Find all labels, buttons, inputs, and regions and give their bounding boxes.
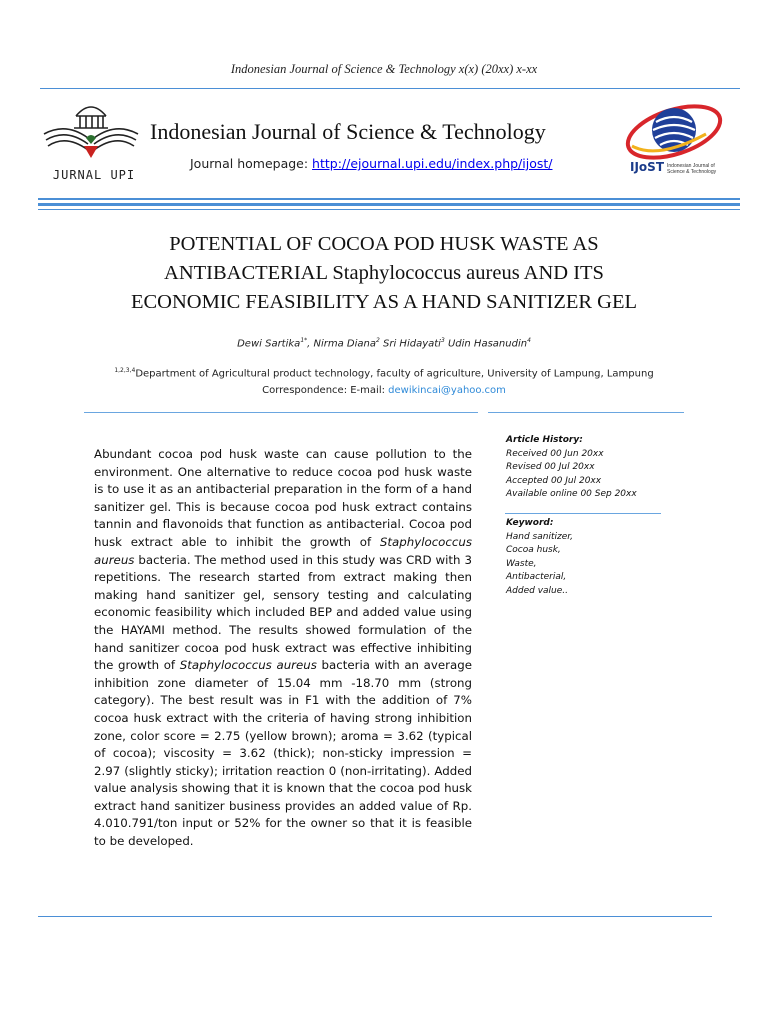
homepage-label: Journal homepage:	[190, 156, 313, 171]
abstract-species-name: Staphylococcus aureus	[94, 534, 472, 567]
keyword-item: Waste,	[506, 558, 537, 569]
author-affiliation-mark: 3	[440, 337, 445, 344]
correspondence-label: Correspondence: E-mail:	[262, 385, 389, 396]
keyword-item: Antibacterial,	[506, 572, 567, 583]
keyword-item: Added value..	[506, 585, 568, 596]
keyword-list	[506, 517, 686, 599]
article-history	[506, 434, 686, 502]
ijost-wordmark: IJoST	[630, 160, 665, 174]
author-affiliation-mark: 2	[376, 337, 380, 344]
history-received: Received 00 Jun 20xx	[506, 448, 604, 459]
paper-title-line-3: ECONOMIC FEASIBILITY AS A HAND SANITIZER GEL	[130, 291, 638, 313]
abstract-text	[94, 446, 472, 851]
correspondence-email-link[interactable]: dewikincai@yahoo.com	[388, 385, 506, 396]
journal-title: Indonesian Journal of Science & Technology	[150, 119, 546, 144]
journal-homepage	[190, 156, 620, 171]
author-list: Dewi Sartika$^{1*}$, Nirma Diana$^2$ Sri Hidayati$^3$ Udin Hasanudin$^4$	[237, 337, 531, 350]
paper-title-line-2: ANTIBACTERIAL Staphylococcus aureus AND ITS	[164, 262, 604, 284]
abstract-species-name: Staphylococcus aureus	[179, 658, 317, 673]
abstract-segment: bacteria. The method used in this study was CRD with 3 repetitions. The research started from extract making then making hand sanitizer gel, sensory testing and calculating economic feasibility which included BEP and added value using the HAYAMI method. The results showed formulation of the hand sanitizer cocoa pod husk extract was effective inhibiting the growth of	[94, 552, 472, 673]
author-name: Dewi Sartika	[237, 338, 301, 350]
author-affiliation-mark: 1*	[300, 337, 308, 344]
abstract-segment: Abundant cocoa pod husk waste can cause pollution to the environment. One alternative to reduce cocoa pod husk waste is to use it as an antibacterial preparation in the form of a hand sanitizer gel. This is because cocoa pod husk extract contains tannin and flavonoids that function as antibacterial. Cocoa pod husk extract able to inhibit the growth of	[94, 447, 472, 549]
sidebar-top-rule	[488, 412, 684, 413]
history-accepted: Accepted 00 Jul 20xx	[506, 475, 602, 486]
affiliation	[0, 367, 768, 379]
keyword-item: Hand sanitizer,	[506, 531, 573, 542]
history-revised: Revised 00 Jul 20xx	[506, 462, 595, 473]
abstract-segment: bacteria with an average inhibition zone diameter of 15.04 mm -18.70 mm (strong category). The best result was in F1 with the addition of 7% cocoa husk extract with the criteria of having strong inhibition zone, color score = 2.75 (yellow brown); aroma = 3.62 (typical of cocoa); viscosity = 3.62 (thick); non-sticky impression = 2.97 (slightly sticky); irritation reaction 0 (non-irritating). Added value analysis showing that it is known that the cocoa pod husk extract hand sanitizer business provides an added value of Rp. 4.010.791/ton input or 52% for the owner so that it is feasible to be developed.	[94, 658, 472, 849]
ijost-subtitle: Indonesian Journal of Science & Technology	[667, 163, 717, 175]
sidebar-divider	[505, 513, 661, 514]
author-name: Udin Hasanudin	[447, 338, 528, 350]
abstract-bottom-rule	[38, 916, 712, 917]
author-affiliation-mark: 4	[527, 337, 531, 344]
keyword-item: Cocoa husk,	[506, 545, 561, 556]
header-top-rule	[40, 88, 740, 89]
header-bottom-rule-thin	[38, 209, 740, 210]
paper-title-line-1: POTENTIAL OF COCOA POD HUSK WASTE AS	[169, 233, 599, 255]
history-online: Available online 00 Sep 20xx	[506, 489, 637, 500]
affiliation-mark: 1,2,3,4	[114, 367, 136, 374]
jurnal-upi-wordmark: JURNAL UPI	[52, 168, 136, 182]
abstract-top-rule	[84, 412, 478, 413]
author-name: Sri Hidayati	[383, 338, 441, 350]
running-head: Indonesian Journal of Science & Technology x(x) (20xx) x-xx	[230, 62, 538, 76]
header-bottom-rule-thick	[38, 203, 740, 206]
header-bottom-rule	[38, 198, 740, 200]
article-history-heading: Article History:	[506, 435, 583, 445]
paper-title	[60, 230, 708, 317]
homepage-link[interactable]: http://ejournal.upi.edu/index.php/ijost/	[312, 156, 553, 171]
affiliation-text: Department of Agricultural product technology, faculty of agriculture, University of Lampung, Lampung	[135, 368, 654, 380]
author-name: Nirma Diana	[313, 338, 376, 350]
keyword-heading: Keyword:	[506, 518, 554, 528]
correspondence	[0, 385, 768, 396]
